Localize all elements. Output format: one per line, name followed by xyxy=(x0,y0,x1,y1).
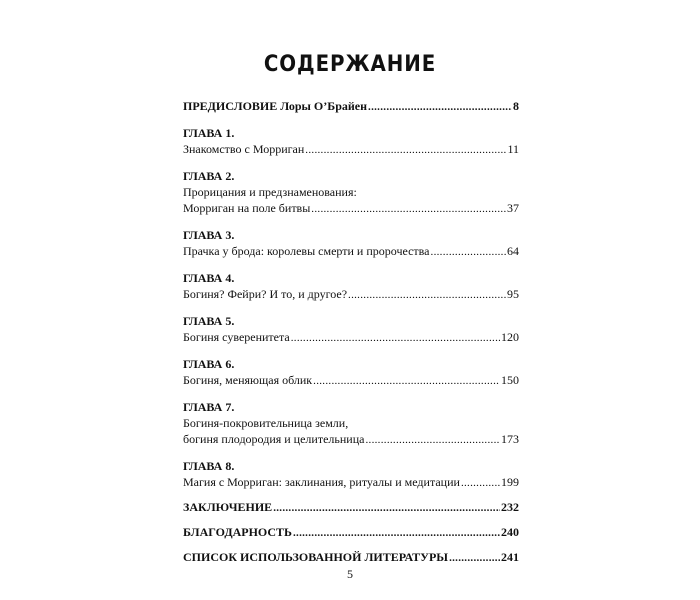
dot-leader xyxy=(348,287,506,303)
chapter-title-line: Богиня, меняющая облик xyxy=(183,373,313,387)
chapter-title-line: Богиня? Фейри? И то, и другое? xyxy=(183,287,348,301)
toc-entry-title: ПРЕДИСЛОВИЕ Лоры О’Брайен xyxy=(183,99,368,113)
toc-entry xyxy=(183,98,519,115)
toc-page-number: 95 xyxy=(507,287,519,301)
dot-leader xyxy=(291,330,500,346)
toc-entry xyxy=(183,549,519,566)
toc-line xyxy=(183,200,519,217)
toc-entry xyxy=(183,168,519,217)
toc-entry xyxy=(183,399,519,448)
toc-line xyxy=(183,549,519,566)
toc-entry-title: СПИСОК ИСПОЛЬЗОВАННОЙ ЛИТЕРАТУРЫ xyxy=(183,550,449,564)
page-title: СОДЕРЖАНИЕ xyxy=(263,52,437,77)
toc-page-number: 64 xyxy=(507,244,519,258)
toc-line xyxy=(183,372,519,389)
chapter-title-line: Прорицания и предзнаменования: xyxy=(183,185,357,199)
toc-line xyxy=(183,431,519,448)
table-of-contents xyxy=(183,98,519,566)
toc-line xyxy=(183,243,519,260)
chapter-title-line: Богиня-покровительница земли, xyxy=(183,416,349,430)
chapter-title-line: Богиня суверенитета xyxy=(183,330,290,344)
dot-leader xyxy=(368,99,512,115)
chapter-label: ГЛАВА 1. xyxy=(183,126,235,140)
toc-entry-title: БЛАГОДАРНОСТЬ xyxy=(183,525,292,539)
toc-entry xyxy=(183,270,519,303)
toc-entry xyxy=(183,499,519,516)
toc-entry xyxy=(183,524,519,541)
toc-line xyxy=(183,98,519,115)
dot-leader xyxy=(449,550,500,566)
toc-entry xyxy=(183,458,519,491)
toc-entry xyxy=(183,125,519,158)
chapter-label: ГЛАВА 2. xyxy=(183,169,235,183)
toc-line xyxy=(183,329,519,346)
chapter-label: ГЛАВА 4. xyxy=(183,271,235,285)
chapter-title-line: богиня плодородия и целительница xyxy=(183,432,365,446)
chapter-title-line: Прачка у брода: королевы смерти и пророчества xyxy=(183,244,430,258)
chapter-label: ГЛАВА 5. xyxy=(183,314,235,328)
dot-leader xyxy=(365,432,500,448)
toc-entry-title: ЗАКЛЮЧЕНИЕ xyxy=(183,500,273,514)
chapter-title-line: Магия с Морриган: заклинания, ритуалы и медитации xyxy=(183,475,460,489)
toc-page-number: 8 xyxy=(513,99,519,113)
dot-leader xyxy=(313,373,500,389)
toc-line xyxy=(183,141,519,158)
dot-leader xyxy=(431,244,506,260)
chapter-label: ГЛАВА 7. xyxy=(183,400,235,414)
toc-page-number: 11 xyxy=(507,142,519,156)
dot-leader xyxy=(293,525,500,541)
toc-line xyxy=(183,499,519,516)
dot-leader xyxy=(461,475,500,491)
toc-page-number: 37 xyxy=(507,201,519,215)
toc-page-number: 241 xyxy=(501,550,519,564)
chapter-title-line: Знакомство с Морриган xyxy=(183,142,305,156)
page-number: 5 xyxy=(347,567,353,581)
toc-entry xyxy=(183,313,519,346)
toc-page-number: 240 xyxy=(501,525,519,539)
chapter-title-line: Морриган на поле битвы xyxy=(183,201,311,215)
toc-page-number: 173 xyxy=(501,432,519,446)
toc-entry xyxy=(183,227,519,260)
chapter-label: ГЛАВА 6. xyxy=(183,357,235,371)
dot-leader xyxy=(311,201,506,217)
dot-leader xyxy=(305,142,506,158)
toc-line xyxy=(183,474,519,491)
chapter-label: ГЛАВА 3. xyxy=(183,228,235,242)
dot-leader xyxy=(273,500,500,516)
toc-page-number: 232 xyxy=(501,500,519,514)
toc-page-number: 120 xyxy=(501,330,519,344)
toc-page-number: 150 xyxy=(501,373,519,387)
toc-line xyxy=(183,286,519,303)
toc-entry xyxy=(183,356,519,389)
toc-page-number: 199 xyxy=(501,475,519,489)
toc-line xyxy=(183,524,519,541)
chapter-label: ГЛАВА 8. xyxy=(183,459,235,473)
